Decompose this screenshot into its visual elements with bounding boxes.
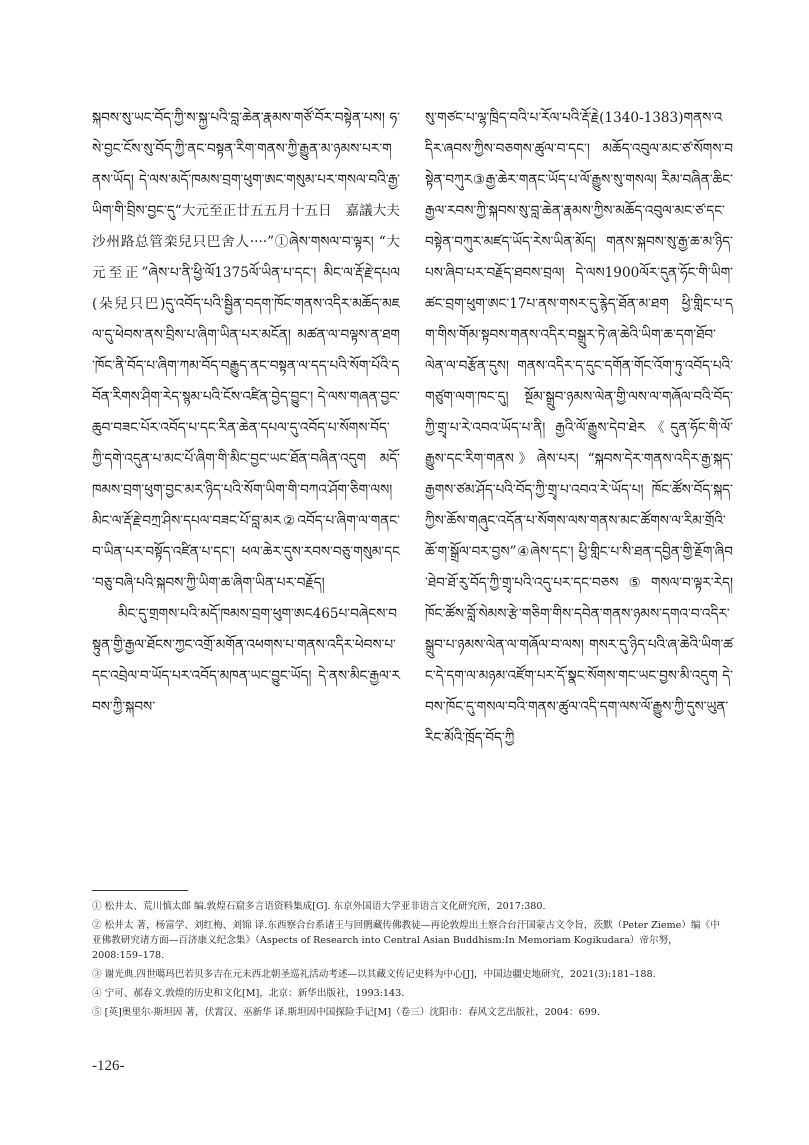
footnote-separator — [92, 890, 188, 891]
footnotes — [92, 899, 724, 1024]
body-paragraph: སུ་གཙང་པ་ལྷ་ཁྲིད་བའི་པ་རོལ་པའི་རྡོ་རྗེ(1340-1383)གནས་འདིར་ཞབས་ཀྱིས་བཅགས་ཚུལ་བ་དང་། མཆོད་འབུལ་མང་ཙ་སོགས་བསྟེན་བཀུར③རྒྱ་ཆེར་གནང་ཡོད་པ་ལོ་རྒྱུས་སུ་གསལ། རིམ་བཞིན་ཆིང་རྒྱལ་རབས་ཀྱི་སྐབས་སུ་བླ་ཆེན་རྣམས་ཀྱིས་མཆོད་འབུལ་མང་ཙ་དང་བསྟེན་བཀུར་མཛད་ཡོད་རེས་ཡིན་མོད། གནས་སྐབས་སུ་རྒྱ་ཆ་མ་ཉིད་པས་ཞིབ་པར་བརྗོད་ཐབས་བྲལ། དེ་ལས1900ལོར་དུན་ཧོང་གི་ཡིག་ཚང་བྲག་ཕུག་ཨང་17པ་ནས་གསར་དུ་རྙེད་ཐོན་མ་ཐག ཕྱི་གླིང་པ་དག་གིས་གོམ་སྟབས་གནས་འདིར་བསྒྲུར་ཏེ་ཞ་ཆེའི་ཡིག་ཆ་དག་ཐོབ་ལེན་ལ་བརྩོན་དུས། གནས་འདིར་ད་དུང་དགོན་གོང་འོག་ཏུ་འབོད་པའི་གཙུག་ལག་ཁང་དུ། སྔོམ་སྒྲུབ་ཉམས་ལེན་གྱི་ལས་ལ་གཞོལ་བའི་བོད་ཀྱི་གྲྭ་པ་རེ་འབའ་ཡོད་པ་ནི། རྒྱའི་ལོ་རྒྱུས་དེབ་ཐེར《དུན་ཧོང་གི་ལོ་རྒྱུས་དང་རིག་གནས》ཞེས་པར། “སྐབས་དེར་གནས་འདིར་རྒྱ་སྐད་རྒྱགས་ཙམ་ཤོད་པའི་བོད་ཀྱི་གྲྭ་པ་འབའ་རེ་ཡོད་པ། ཁོང་ཚོས་བོད་སྐད་ཀྱིས་ཆོས་གཞུང་འདོན་པ་སོགས་ལས་གནས་མང་ཚོགས་ལ་རིམ་གྲོའི་ཆོ་ག་སྒྲོལ་བར་བྱས”④ཞེས་དང་། ཕྱི་གླིང་པ་སི་ཐན་དབྱིན་གྱི་རྗོག་ཞིབ་ཐེབ་ཐོ་རུ་བོད་ཀྱི་གྲྭ་པའི་འདུ་པར་དང་བཅས⑤གསལ་བ་ལྟར་རེད། ཁོང་ཚོས་བློ་སེམས་རྩེ་གཅིག་གིས་དབེན་གནས་ཉམས་དགའ་བ་འདིར་སྒྲུབ་པ་ཉམས་ལེན་ལ་གཞོལ་བ་ལས། གསར་དུ་ཉིད་པའི་ཞ་ཆེའི་ཡིག་ཚང་དེ་དག་ལ་མཉམ་འཛོག་པར་དོ་སྣང་སོགས་གང་ཡང་བྱས་མི་འདུག དེ་བས་ཁོང་དུ་གསལ་བའི་གནས་ཚུལ་འདི་དག་ལས་ལོ་རྒྱུས་ཀྱི་དུས་ཡུན་རིང་མོའི་ཁྲོད་བོད་ཀྱི — [425, 110, 733, 746]
footnote: ④ 宁可、郝春文.敦煌的历史和文化[M]，北京：新华出版社，1993:143. — [92, 988, 405, 999]
footnote: ① 松井太、荒川慎太郎 编.敦煌石窟多言语资料集成[G]. 东京外国语大学亚非语言文化研究所，2017:380. — [92, 901, 546, 912]
left-text-column — [92, 103, 400, 723]
footnote: ③ 谢光典.四世噶玛巴若贝多吉在元末西北朝圣巡礼活动考述—以其藏文传记史料为中心[J]，中国边疆史地研究，2021(3):181–188. — [92, 969, 656, 980]
footnote: ② 松井太 著，杨富学、刘红梅、刘锦 译.东西察合台系诸王与回鹘藏传佛教徒—再论敦煌出土察合台汗国蒙古文令旨，茨默（Peter Zieme）编《中亚佛教研究诸方面—百济康义纪念集》（Aspects of Research into Central Asian Buddhism:In Memoriam Kogikudara）帝尔努，2008:159–178. — [92, 920, 720, 961]
right-text-column — [425, 103, 733, 754]
body-paragraph: སྐབས་སུ་ཡང་བོད་ཀྱི་ས་སྐྱ་པའི་བླ་ཆེན་རྣམས་གཙོ་བོར་བསྟེན་པས། ཧ་སེ་བྱང་ངོས་སུ་བོད་ཀྱི་ནང་བསྟན་རིག་གནས་ཀྱི་རྒྱུན་མ་ཉམས་པར་གནས་ཡོད། དེ་ལས་མདོ་ཁམས་བྲག་ཕུག་ཨང་གསུམ་པར་གསལ་བའི་རྒྱ་ཡིག་གི་བྲིས་བྱང་དུ“大元至正廿五五月十五日 嘉議大夫沙州路总管栾兒只巴舍人····”①ཞེས་གསལ་བ་ལྟར། “大元至正”ཞེས་པ་ནི་ཕྱི་ལོ1375ལོ་ཡིན་པ་དང་། མིང་ལ་རྡོ་རྗེ་དཔལ(朵兒只巴)དུ་འབོད་པའི་སྦྱིན་བདག་ཁོང་གནས་འདིར་མཆོད་མཇལ་དུ་ཕེབས་ནས་བྲིས་པ་ཞིག་ཡིན་པར་མངོན། མཚན་ལ་བལྟས་ན་ཐག་ཁོང་ནི་བོད་པ་ཞིག་ཀམ་བོད་བརྒྱུད་ནང་བསྟན་ལ་དད་པའི་སོག་པོའི་དབོན་རིགས་ཤིག་རེད་སྙམ་པའི་ངོས་འཛིན་བྱེད་བྱུང་། དེ་ལས་གཞན་བྱང་ཆུབ་བཟང་པོར་འབོད་པ་དང་རིན་ཆེན་དཔལ་དུ་འབོད་པ་སོགས་བོད་ཀྱི་དགེ་འདུན་པ་མང་པོ་ཞིག་གི་མིང་བྱང་ཡང་ཐོན་བཞིན་འདུག མདོ་ཁམས་བྲག་ཕུག་བྱང་མར་ཉིད་པའི་སོག་ཡིག་གི་བཀའ་ཤོག་ཅིག་ལས། མིང་ལ་རྡོ་རྗེ་བཀྲ་ཤིས་དཔལ་བཟང་པོ་བླ་མར②འབོད་པ་ཞིག་ལ་གནང་བ་ཡིན་པར་བསྟོད་འཛིན་པ་དང་། ཕལ་ཆེར་དུས་རབས་བཅུ་གསུམ་དང་བཅུ་བཞི་པའི་སྐབས་ཀྱི་ཡིག་ཆ་ཞིག་ཡིན་པར་བརྗོད། — [92, 110, 400, 591]
footnote: ⑤ [英]奥里尔·斯坦因 著，伏霄汉、巫新华 译.斯坦因中国探险手记[M]（卷三）沈阳市：春风文艺出版社，2004：699. — [92, 1007, 600, 1018]
page-number: -126- — [92, 1058, 125, 1074]
body-paragraph: མིང་དུ་གྲགས་པའི་མདོ་ཁམས་བྲག་ཕུག་ཨང465པ་བཞེངས་བསྟུན་གྱི་རྒྱལ་ཐོངས་ཀྱང་འགྲོ་མགོན་འཕགས་པ་གནས་འདིར་ཕེབས་པ་དང་འབྲེལ་བ་ཡོད་པར་འབོད་མཁན་ཡང་བྱུང་ཡོད། དེ་ནས་མིང་རྒྱལ་རབས་ཀྱི་སྐབས་ — [92, 606, 400, 715]
